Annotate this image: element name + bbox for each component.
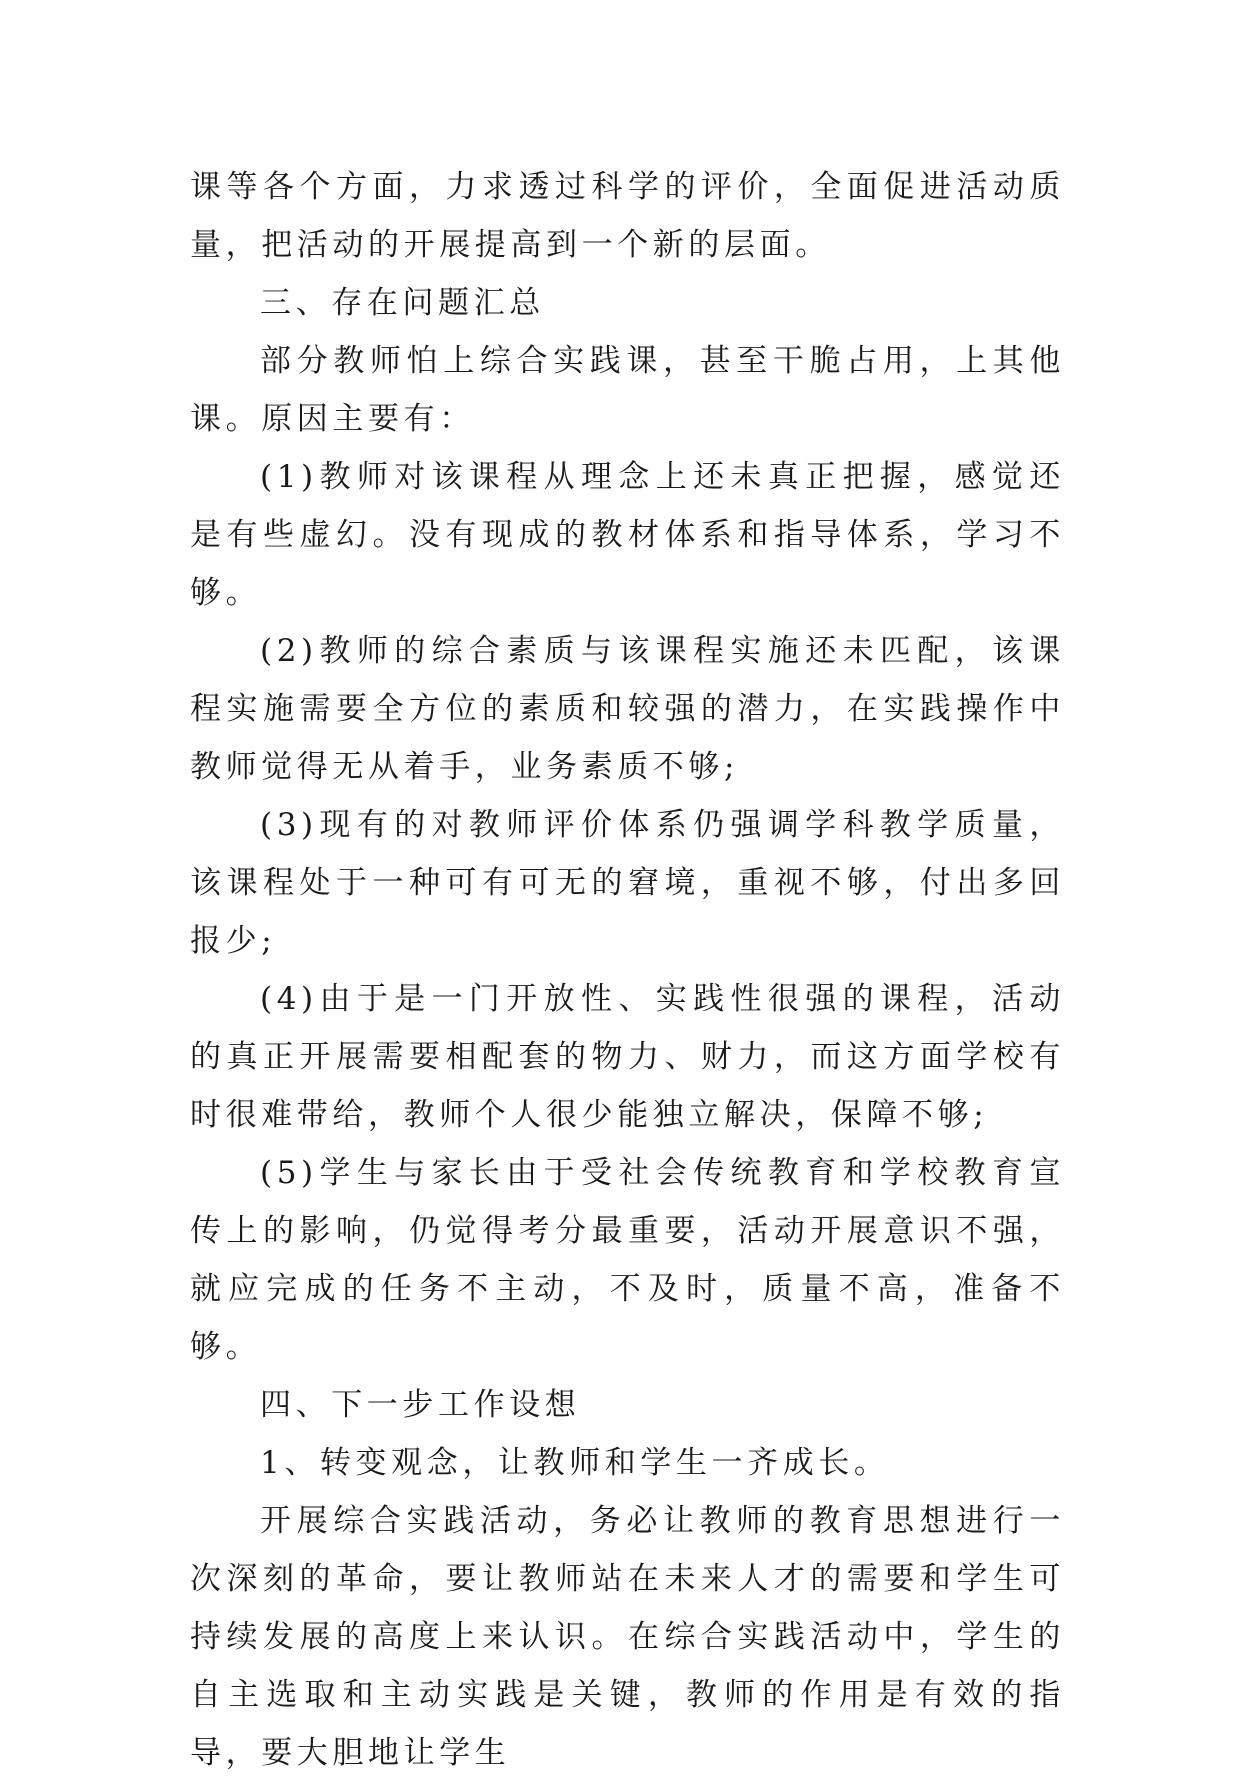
document-body — [190, 158, 1065, 1782]
paragraph: 课等各个方面，力求透过科学的评价，全面促进活动质量，把活动的开展提高到一个新的层面。 — [190, 169, 1065, 263]
list-item: (3)现有的对教师评价体系仍强调学科教学质量，该课程处于一种可有可无的窘境，重视不够，付出多回报少; — [190, 807, 1065, 959]
list-item: (2)教师的综合素质与该课程实施还未匹配，该课程实施需要全方位的素质和较强的潜力，在实践操作中教师觉得无从着手，业务素质不够; — [190, 633, 1065, 785]
list-item: (5)学生与家长由于受社会传统教育和学校教育宣传上的影响，仍觉得考分最重要，活动开展意识不强，就应完成的任务不主动，不及时，质量不高，准备不够。 — [190, 1155, 1065, 1365]
paragraph: 部分教师怕上综合实践课，甚至干脆占用，上其他课。原因主要有： — [190, 343, 1065, 437]
section-heading: 三、存在问题汇总 — [260, 285, 545, 321]
subsection-heading: 1、转变观念，让教师和学生一齐成长。 — [260, 1445, 890, 1481]
paragraph: 开展综合实践活动，务必让教师的教育思想进行一次深刻的革命，要让教师站在未来人才的需要和学生可持续发展的高度上来认识。在综合实践活动中，学生的自主选取和主动实践是关键，教师的作用是有效的指导，要大胆地让学生 — [190, 1503, 1065, 1771]
section-heading: 四、下一步工作设想 — [260, 1387, 581, 1423]
list-item: (4)由于是一门开放性、实践性很强的课程，活动的真正开展需要相配套的物力、财力，而这方面学校有时很难带给，教师个人很少能独立解决，保障不够; — [190, 981, 1065, 1133]
list-item: (1)教师对该课程从理念上还未真正把握，感觉还是有些虚幻。没有现成的教材体系和指导体系，学习不够。 — [190, 459, 1065, 611]
